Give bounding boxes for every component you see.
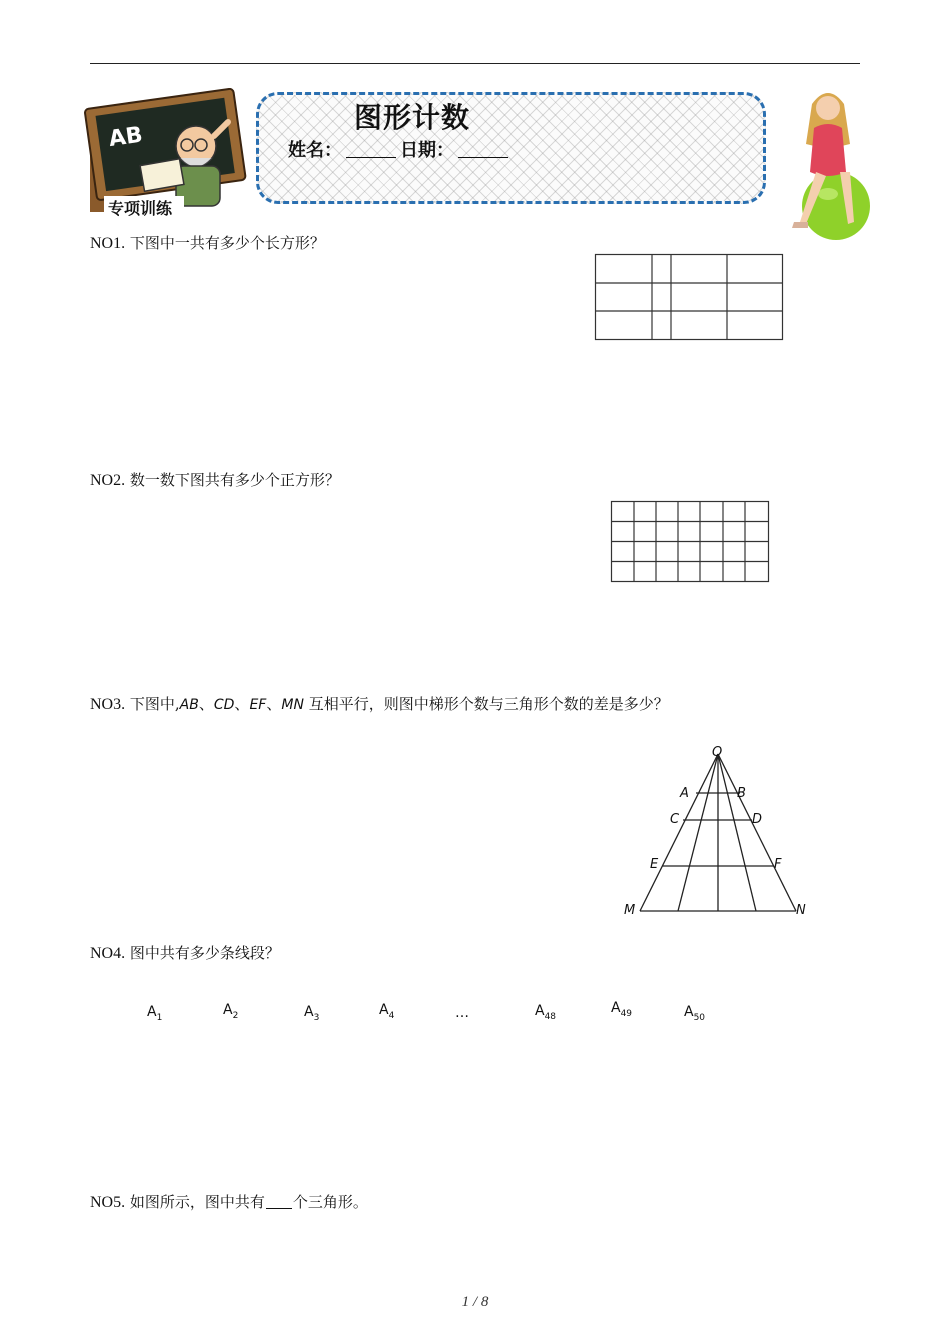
point-sub: 50: [693, 1012, 706, 1023]
rectangle-grid-figure: [594, 253, 786, 343]
point-a3: [304, 1004, 319, 1023]
page-number: 1 / 8: [461, 1294, 489, 1310]
point-a49: [611, 1000, 632, 1019]
point-sub: 4: [388, 1010, 395, 1021]
question-4-text: 图中共有多少条线段？: [125, 944, 280, 962]
point-ellipsis: [455, 1005, 469, 1021]
triangle-trapezoid-figure: [616, 740, 816, 920]
label-e: E: [650, 857, 659, 872]
question-3-number: NO3.: [90, 696, 126, 713]
segment-ef: EF: [249, 697, 267, 713]
point-base: A: [379, 1002, 389, 1018]
point-a50: [684, 1004, 705, 1023]
point-a4: [379, 1002, 394, 1021]
label-c: C: [670, 812, 680, 827]
question-1-number: NO1.: [90, 235, 126, 252]
point-a48: [535, 1003, 556, 1022]
label-m: M: [624, 903, 636, 918]
segment-ab: AB: [179, 697, 199, 713]
question-3: [90, 693, 669, 714]
chalkboard-caption: 专项训练: [108, 199, 173, 218]
point-base: A: [223, 1002, 233, 1018]
point-sub: 2: [232, 1010, 239, 1021]
separator: 、: [266, 695, 282, 713]
question-2-text: 数一数下图共有多少个正方形？: [125, 471, 340, 489]
point-sub: 3: [313, 1012, 320, 1023]
point-sub: 49: [620, 1008, 633, 1019]
point-base: A: [147, 1004, 157, 1020]
label-d: D: [752, 812, 763, 827]
label-a: A: [680, 786, 689, 801]
name-date-line: [288, 136, 512, 162]
question-1-text: 下图中一共有多少个长方形？: [125, 234, 325, 252]
segment-mn: MN: [281, 697, 304, 713]
square-grid-figure: [610, 500, 772, 584]
point-a1: [147, 1004, 162, 1023]
question-3-text-post: 互相平行，则图中梯形个数与三角形个数的差是多少？: [303, 695, 669, 713]
point-sub: 48: [544, 1011, 557, 1022]
point-base: …: [455, 1005, 469, 1021]
question-5: [90, 1191, 368, 1212]
name-label: 姓名：: [288, 140, 342, 161]
date-label: 日期：: [400, 140, 454, 161]
label-o: O: [712, 745, 723, 760]
top-rule: [90, 63, 860, 64]
point-base: A: [304, 1004, 314, 1020]
point-base: A: [684, 1004, 694, 1020]
question-5-text-post: 个三角形。: [292, 1193, 368, 1211]
date-blank[interactable]: [458, 157, 508, 158]
question-4: [90, 942, 280, 963]
question-3-text-pre: 下图中,: [125, 695, 180, 713]
question-5-text-pre: 如图所示，图中共有: [125, 1193, 265, 1211]
point-base: A: [611, 1000, 621, 1016]
girl-on-ball-image: [786, 84, 872, 254]
question-4-number: NO4.: [90, 945, 126, 962]
chalkboard-teacher-image: [84, 88, 252, 218]
page-title: 图形计数: [354, 101, 471, 134]
segment-cd: CD: [213, 697, 235, 713]
name-blank[interactable]: [346, 157, 396, 158]
chalkboard-letters: AB: [107, 122, 145, 153]
question-1: [90, 232, 325, 253]
point-a2: [223, 1002, 238, 1021]
label-n: N: [796, 903, 806, 918]
question-2: [90, 469, 340, 490]
label-f: F: [774, 857, 782, 872]
label-b: B: [737, 786, 746, 801]
question-2-number: NO2.: [90, 472, 126, 489]
point-sub: 1: [156, 1012, 163, 1023]
separator: 、: [198, 695, 214, 713]
point-base: A: [535, 1003, 545, 1019]
separator: 、: [234, 695, 250, 713]
question-5-number: NO5.: [90, 1194, 126, 1211]
answer-blank[interactable]: [266, 1208, 292, 1209]
